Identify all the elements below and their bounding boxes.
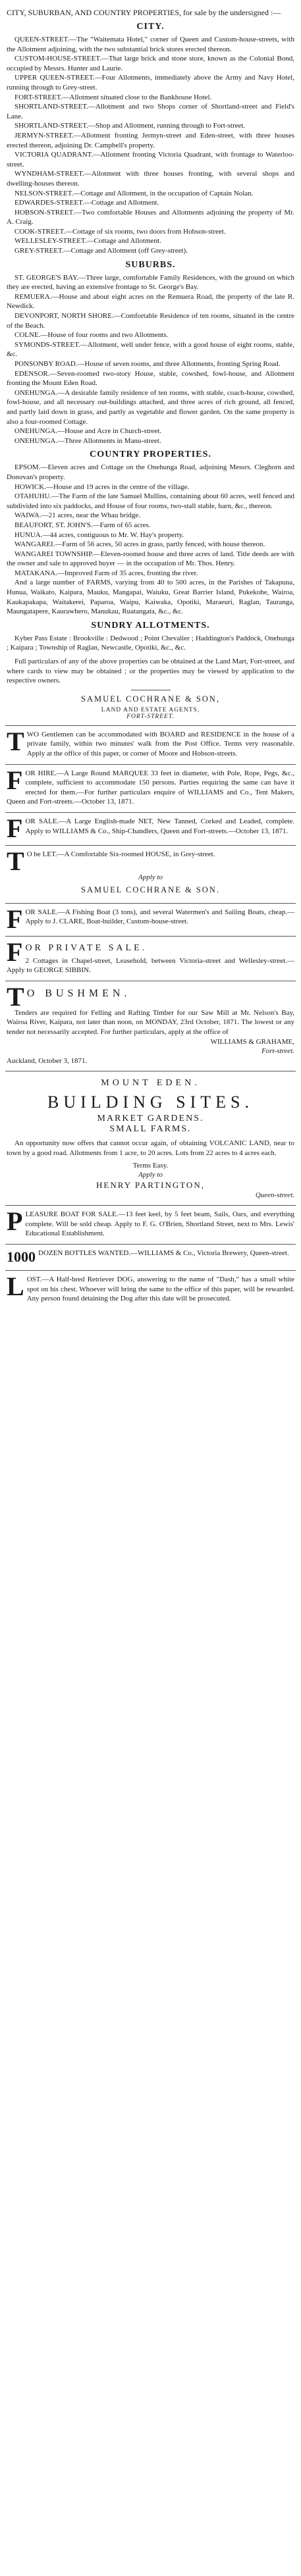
city-listing: FORT-STREET.—Allotment situated close to the Bankhouse Hotel. [14,93,212,101]
city-listing: EDWARDES-STREET.—Cottage and Allotment. [14,199,159,207]
country-listing: HOWICK.—House and 19 acres in the centre of the village. [14,482,190,491]
country-listing: And a large number of FARMS, varying from 40 to 500 acres, in the Parishes of Takapuna, Hunua, Waikato, Kaipara, Mauku, Mangapai, Waiuku, Great Barrier Island, Pukekohe, Wairoa, Kaukapakapa, Waitakerei, Paparoa, Waipu, Kaiwaka, Opotiki, Maraeuri, Raglan, Tauranga, Maungatapere, Kaurawhero, Manukau, Ruatangata, &c., &c. [7,579,294,616]
section-heading-country: COUNTRY PROPERTIES. [90,450,211,460]
marquee-hire-ad [5,765,296,813]
ad-subheading-2: SMALL FARMS. [109,1124,192,1135]
ad-text: OST.—A Half-bred Retriever DOG, answering to the name of "Dash," has a small white spot on his chest. Whoever will bring the same to the office of this paper, will be rewarded. Any person found detaining the Dog after this date will be prosecuted. [26,1275,294,1303]
ad-text: WO Gentlemen can be accommodated with BOARD and RESIDENCE in the house of a private family, within two minutes' walk from the Post Office. Terms very reasonable. Apply at the office of this paper, or corner of Moore and Hobson-streets. [26,730,294,758]
drop-cap: F [7,904,23,934]
newspaper-column [5,0,296,1309]
bottles-wanted-ad [5,1245,296,1271]
country-listing: OTAHUHU.—The Farm of the late Samuel Mullins, containing about 60 acres, well fenced and subdivided into six paddocks, and House of four rooms, two-stall stable, barn, &c., thereon. [7,492,294,510]
country-listing: WANGAREI.—Farm of 56 acres, 50 acres in grass, partly fenced, with house thereon. [14,540,265,549]
section-heading-city: CITY. [136,22,165,32]
ad-text: An opportunity now offers that cannot occur again, of obtaining VOLCANIC LAND, near to town by a good road. Allotments from 1 acre, to 20 acres. Lots from 22 acres to 4 acres each. [7,1139,294,1157]
agent-name: HENRY PARTINGTON, [96,1179,205,1190]
drop-cap: F [7,813,23,843]
city-listing: WELLESLEY-STREET.—Cottage and Allotment. [14,237,161,245]
city-listing: COOK-STREET.—Cottage of six rooms, two doors from Hobson-street. [14,227,226,236]
drop-cap: T [7,726,24,756]
ad-date: Auckland, October 3, 1871. [7,1056,88,1065]
pleasure-boat-ad [5,1206,296,1245]
drop-cap: F [7,765,23,795]
firm-name: SAMUEL COCHRANE & SON. [81,885,220,894]
suburb-listing: COLNE.—House of four rooms and two Allotments. [14,331,169,340]
firm-name: SAMUEL COCHRANE & SON, [81,694,220,704]
ad-heading: O BUSHMEN. [26,987,131,999]
board-residence-ad [5,726,296,765]
city-listing: NELSON-STREET.—Cottage and Allotment, in the occupation of Captain Nolan. [14,189,254,197]
suburb-listing: REMUERA.—House and about eight acres on the Remuera Road, the property of the late R. Newdick. [7,292,294,311]
country-listing: WAIWA.—21 acres, near the Whau bridge. [14,511,141,520]
suburb-listing: DEVONPORT, NORTH SHORE.—Comfortable Residence of ten rooms, situated in the centre of the Beach. [7,312,294,330]
particulars-text: Full particulars of any of the above properties can be obtained at the Land Mart, Fort-street, and where cards to view may be obtained ; or the properties may be viewed by application to the respective owners. [7,657,294,685]
boat-sale-ad [5,904,296,937]
ad-big-heading: BUILDING SITES. [47,1093,254,1112]
drop-cap: L [7,1272,24,1302]
city-listing: SHORTLAND-STREET.—Allotment and two Shops corner of Shortland-street and Field's Lane. [7,103,294,120]
ad-headline: CITY, SUBURBAN, AND COUNTRY PROPERTIES, for sale by the undersigned :— [7,8,281,17]
ad-text: DOZEN BOTTLES WANTED.—WILLIAMS & Co., Victoria Brewery, Queen-street. [38,1249,289,1258]
country-listing: EPSOM.—Eleven acres and Cottage on the Onehunga Road, adjoining Messrs. Cleghorn and Donovan's property. [7,463,294,481]
section-heading-sundry: SUNDRY ALLOTMENTS. [91,620,210,631]
country-listings [7,463,294,617]
ad-text: Tenders are required for Felling and Rafting Timber for our Saw Mill at Mr. Nelson's Bay, Wairoa River, Kaipara, not later than noon, on MONDAY, 23rd October, 1871. The lowest or any tender not necessarily accepted. For further particulars, apply at the office of [7,1008,294,1036]
lost-dog-ad [5,1271,296,1309]
terms: Terms Easy. [132,1161,169,1170]
signature-address: Fort-street. [261,1047,294,1056]
city-listing: QUEEN-STREET.—The "Waitemata Hotel," corner of Queen and Custom-house-streets, with the Allotment adjoining, with the two substantial brick stores erected thereon. [7,36,294,53]
mount-eden-ad [5,1071,296,1206]
city-listing: SHORTLAND-STREET.—Shop and Allotment, running through to Fort-street. [14,122,246,130]
ad-subheading-1: MARKET GARDENS. [97,1114,204,1124]
drop-cap: F [7,937,23,967]
suburb-listing: EDENSOR.—Seven-roomed two-story House, stable, cowshed, fowl-house, and Allotment fronting the Mount Eden Road. [7,369,294,388]
country-listing: HUNUA.—44 acres, contiguous to Mr. W. Hay's property. [14,530,184,539]
private-sale-ad [5,937,296,981]
city-listing: CUSTOM-HOUSE-STREET.—That large brick and stone store, known as the Colonial Bond, occupied by Messrs. Hunter and Laurie. [7,55,294,72]
drop-cap: P [7,1206,23,1237]
city-listing: JERMYN-STREET.—Allotment fronting Jermyn-street and Eden-street, with three houses erected thereon, adjoining Dr. Campbell's property. [7,131,294,149]
ad-title: MOUNT EDEN. [101,1078,200,1089]
apply-label: Apply to [138,873,163,881]
big-number: 1000 [7,1249,36,1266]
ad-text: LEASURE BOAT FOR SALE.—13 feet keel, by 5 feet beam, Sails, Oars, and everything complete. Will be sold cheap. Apply to F. G. O'Brien, Shortland Street, next to Mrs. Lewis' Educational Establishment. [25,1210,294,1238]
bushmen-tender-ad [5,981,296,1072]
net-sale-ad [5,813,296,846]
ad-text: OR SALE.—A Large English-made NET, New Tanned, Corked and Leaded, complete. Apply to WILLIAMS & Co., Ship-Chandlers, Queen and Fort-streets.—October 13, 1871. [25,817,294,835]
suburb-listing: ONEHUNGA.—A desirable family residence of ten rooms, with stable, coach-house, cowshed, fowl-house, and all necessary out-buildings attached, and three acres of rich ground, all fenced, and partly laid down in grass, and partly as vegetable and flower garden. On the same property is also a four-roomed Cottage. [7,388,294,426]
suburb-listings [7,273,294,446]
firm-address: FORT-STREET. [126,713,175,720]
city-listings [7,35,294,256]
property-listing-ad [5,4,296,726]
country-listing: WANGAREI TOWNSHIP.—Eleven-roomed house and three acres of land. Title deeds are with the owner and sale to approved buyer — in the occupation of Mr. Thos. Henry. [7,550,294,568]
apply-label: Apply to [138,1171,163,1179]
agent-address: Queen-street. [255,1191,294,1199]
country-listing: BEAUFORT, ST. JOHN'S.—Farm of 65 acres. [14,521,151,529]
city-listing: VICTORIA QUADRANT.—Allotment fronting Victoria Quadrant, with frontage to Waterloo-street. [7,151,294,168]
ad-text: OR SALE.—A Fishing Boat (3 tons), and several Watermen's and Sailing Boats, cheap.—Apply to J. CLARE, Boat-builder, Custom-house-street. [25,908,294,926]
city-listing: UPPER QUEEN-STREET.—Four Allotments, immediately above the Army and Navy Hotel, running through to Grey-street. [7,74,294,91]
sundry-text: Kyber Pass Estate : Brookville : Dedwood ; Point Chevalier ; Haddington's Paddock, Onehunga ; Kaipara ; Township of Raglan, Newcastle, Opotiki, &c., &c. [7,634,294,652]
city-listing: WYNDHAM-STREET.—Allotment with three houses fronting, with several shops and dwelling-houses thereon. [7,170,294,188]
suburb-listing: PONSONBY ROAD.—House of seven rooms, and three Allotments, fronting Spring Road. [14,360,281,368]
drop-cap: T [7,846,24,876]
house-let-ad [5,846,296,904]
drop-cap: T [7,981,24,1012]
ad-text: 2 Cottages in Chapel-street, Leasehold, between Victoria-street and Wellesley-street.—Apply to GEORGE SIBBIN. [7,956,294,975]
suburb-listing: ST. GEORGE'S BAY.—Three large, comfortable Family Residences, with the ground on which they are erected, having an extensive frontage to St. George's Bay. [7,273,294,292]
city-listing: HOBSON-STREET.—Two comfortable Houses and Allotments adjoining the property of Mr. A. Craig. [7,208,294,226]
suburb-listing: ONEHUNGA.—House and Acre in Church-street. [14,427,162,436]
ad-heading: OR PRIVATE SALE. [25,942,148,953]
ad-text: O be LET.—A Comfortable Six-roomed HOUSE, in Grey-street. [26,850,215,858]
city-listing: GREY-STREET.—Cottage and Allotment (off Grey-street). [14,247,188,255]
firm-title: LAND AND ESTATE AGENTS, [101,706,200,713]
suburb-listing: SYMONDS-STREET.—Allotment, well under fence, with a good house of eight rooms, stable, &c. [7,340,294,359]
ad-text: OR HIRE.—A Large Round MARQUEE 33 feet in diameter, with Pole, Rope, Pegs, &c., complete, sufficient to accommodate 150 persons. Parties requiring the same can have it erected for them.—For further particulars enquire of WILLIAMS and Co., Tent Makers, Queen and Fort-streets.—October 13, 1871. [7,769,294,806]
section-heading-suburbs: SUBURBS. [125,259,176,270]
signature: WILLIAMS & GRAHAME, [210,1037,294,1046]
suburb-listing: ONEHUNGA.—Three Allotments in Manu-street. [14,436,161,445]
country-listing: MATAKANA.—Improved Farm of 35 acres, fronting the river. [14,569,198,577]
